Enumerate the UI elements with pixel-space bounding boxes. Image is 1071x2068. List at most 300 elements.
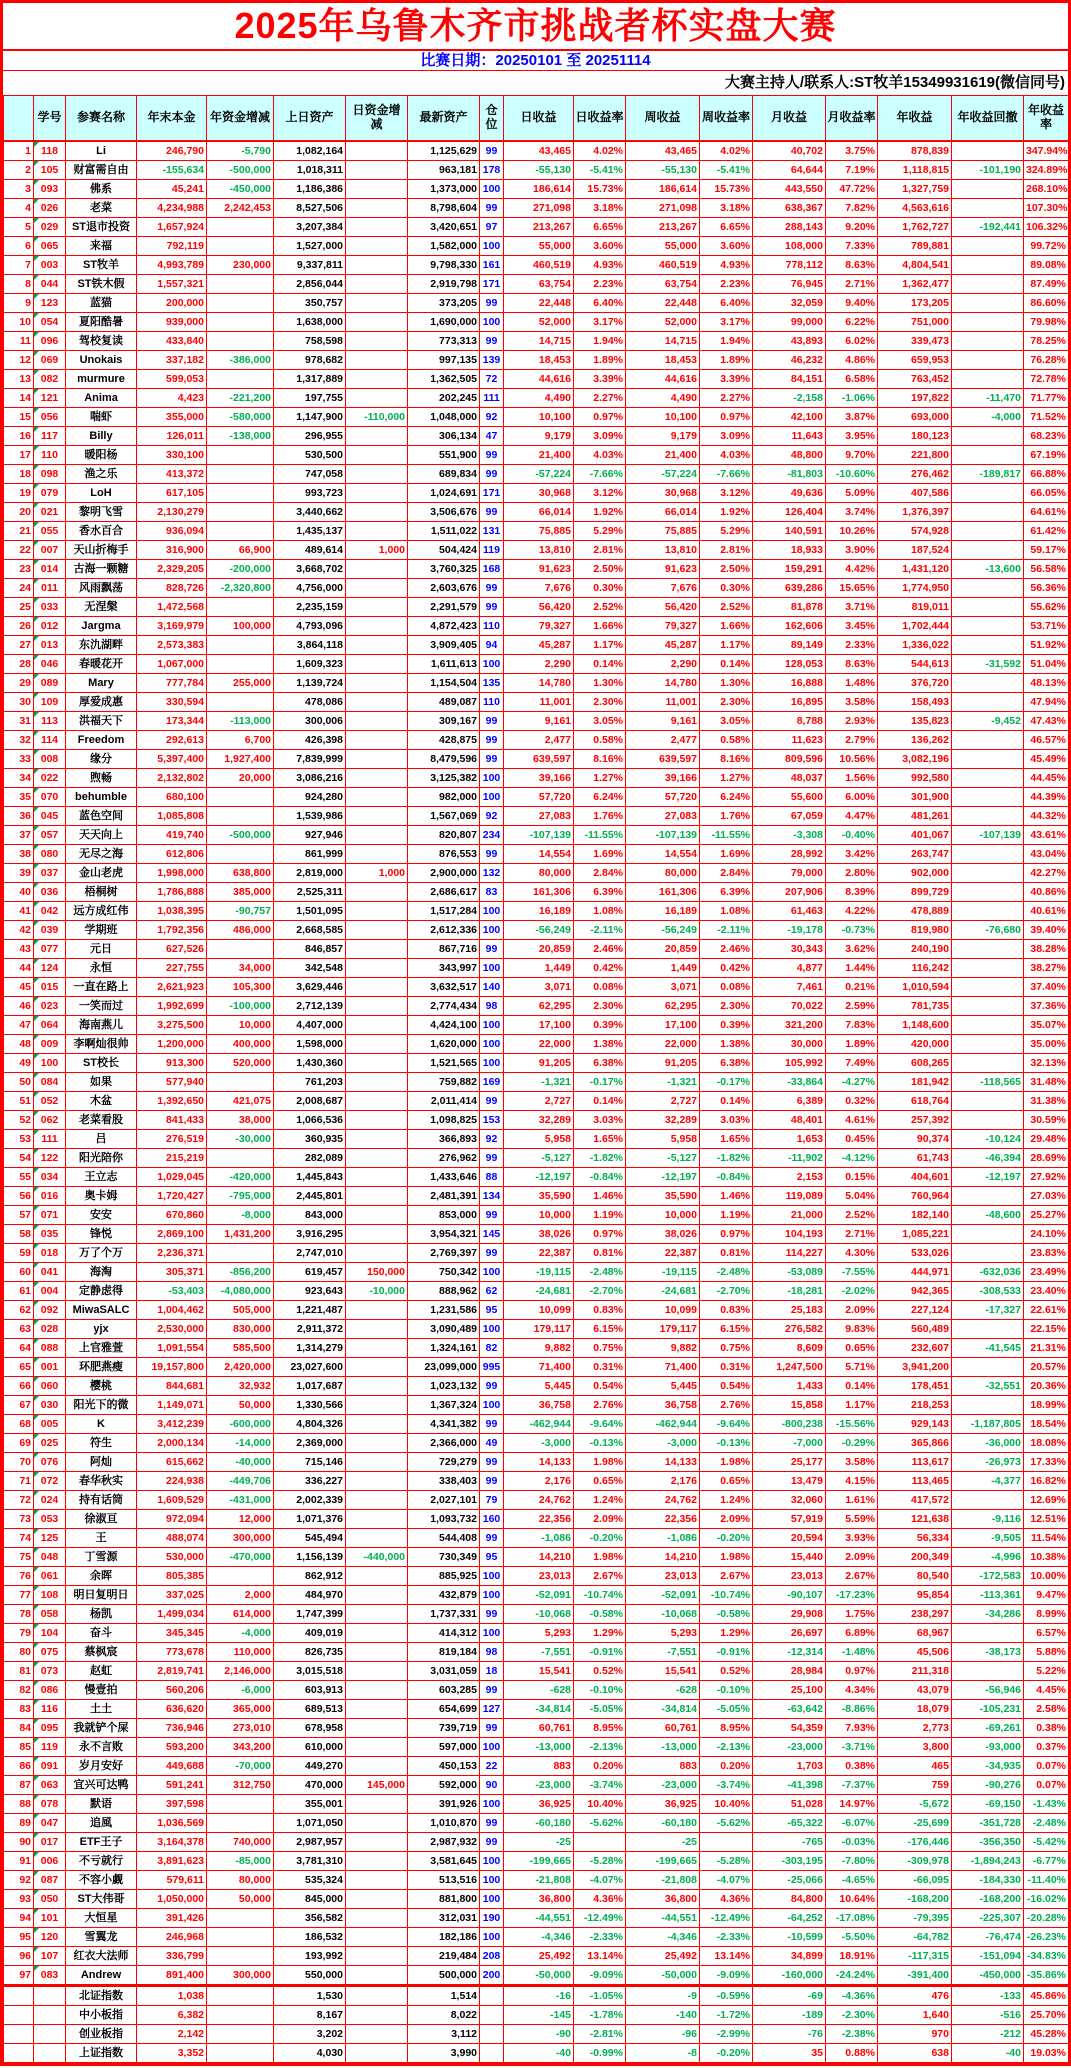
cell: -2.13% [574,1738,626,1757]
cell [952,199,1024,218]
cell: 037 [34,864,66,883]
cell: 50 [4,1073,34,1092]
cell [952,598,1024,617]
cell: 18,453 [626,351,700,370]
cell [346,1130,408,1149]
cell: 25,492 [504,1947,574,1966]
cell: 23,013 [626,1567,700,1586]
cell: 489,614 [274,541,346,560]
cell: 128,053 [753,655,826,674]
cell: 3.12% [700,484,753,503]
cell: 32 [4,731,34,750]
cell: 2.79% [826,731,878,750]
cell: 99 [480,1092,504,1111]
cell: 076 [34,1453,66,1472]
cell [952,1624,1024,1643]
cell: -431,000 [207,1491,274,1510]
cell: -7.66% [700,465,753,484]
cell: 70,022 [753,997,826,1016]
cell: 678,958 [274,1719,346,1738]
cell: 80,540 [878,1567,952,1586]
col-header-16: 年收益回撤 [952,96,1024,142]
cell: 2,573,383 [137,636,207,655]
cell: 4,341,382 [408,1415,480,1434]
cell: 048 [34,1548,66,1567]
cell: 122 [34,1149,66,1168]
cell: 天天向上 [66,826,137,845]
cell: 85 [4,1738,34,1757]
table-row [4,883,1069,902]
table-row [4,579,1069,598]
cell [952,1054,1024,1073]
cell: -0.13% [574,1434,626,1453]
cell: -2.48% [574,1263,626,1282]
cell: 121,638 [878,1510,952,1529]
cell: -17.23% [826,1586,878,1605]
cell: 159,291 [753,560,826,579]
cell [952,978,1024,997]
cell: 995 [480,1358,504,1377]
cell: 9,798,330 [408,256,480,275]
cell: 2.67% [700,1567,753,1586]
cell: 10,000 [207,1016,274,1035]
cell: 3,202 [274,2025,346,2044]
cell: 2.80% [826,864,878,883]
table-row [4,465,1069,484]
table-row [4,845,1069,864]
cell: 309,167 [408,712,480,731]
col-header-8: 仓位 [480,96,504,142]
cell: 1,367,324 [408,1396,480,1415]
cell: 2.52% [700,598,753,617]
cell: 861,999 [274,845,346,864]
cell: 4.45% [1024,1681,1069,1700]
cell: 28 [4,655,34,674]
cell [346,674,408,693]
cell: murmure [66,370,137,389]
cell: -199,665 [626,1852,700,1871]
cell: 1.19% [574,1206,626,1225]
table-row [4,1624,1069,1643]
cell: 69 [4,1434,34,1453]
cell [952,807,1024,826]
cell: -7.55% [826,1263,878,1282]
cell [700,1833,753,1852]
cell: 478,086 [274,693,346,712]
cell: 0.14% [826,1377,878,1396]
cell: 37.40% [1024,978,1069,997]
cell: 062 [34,1111,66,1130]
cell [346,617,408,636]
cell: 1.08% [700,902,753,921]
cell: 23.83% [1024,1244,1069,1263]
cell: 3.05% [700,712,753,731]
cell: -19,115 [626,1263,700,1282]
cell: 100 [480,1263,504,1282]
cell [346,370,408,389]
cell: 1,927,400 [207,750,274,769]
cell: 5,958 [504,1130,574,1149]
table-row [4,940,1069,959]
cell: 3,632,517 [408,978,480,997]
table-row [4,1434,1069,1453]
cell: 2.71% [826,1225,878,1244]
cell: 041 [34,1263,66,1282]
cell: 603,285 [408,1681,480,1700]
cell [207,1947,274,1966]
cell: 62 [480,1282,504,1301]
cell: -44,551 [626,1909,700,1928]
cell: 2,445,801 [274,1187,346,1206]
cell [207,788,274,807]
cell: 124 [34,959,66,978]
cell: 670,860 [137,1206,207,1225]
cell: 207,906 [753,883,826,902]
cell: 62,295 [504,997,574,1016]
cell: 013 [34,636,66,655]
cell [346,294,408,313]
cell [346,560,408,579]
cell: 47 [480,427,504,446]
table-row [4,199,1069,218]
cell [952,617,1024,636]
cell: 72 [4,1491,34,1510]
cell: 338,403 [408,1472,480,1491]
cell: 25,492 [626,1947,700,1966]
cell: 654,699 [408,1700,480,1719]
cell: 504,424 [408,541,480,560]
cell [207,465,274,484]
cell: 8.39% [826,883,878,902]
cell: 100 [480,921,504,940]
cell: 一直在路上 [66,978,137,997]
cell: -133 [952,1986,1024,2006]
cell: 809,596 [753,750,826,769]
cell: -450,000 [952,1966,1024,1986]
cell [346,1035,408,1054]
cell: 108 [34,1586,66,1605]
cell: 22.61% [1024,1301,1069,1320]
cell: 2,856,044 [274,275,346,294]
cell: 1.89% [700,351,753,370]
cell: 48.13% [1024,674,1069,693]
cell: -55,130 [626,161,700,180]
cell: 79 [480,1491,504,1510]
cell: -36,000 [952,1434,1024,1453]
cell: 90,374 [878,1130,952,1149]
cell: 069 [34,351,66,370]
cell: 14,133 [504,1453,574,1472]
cell: 306,134 [408,427,480,446]
cell: 018 [34,1244,66,1263]
cell: 4.22% [826,902,878,921]
cell [952,256,1024,275]
cell: 天山折梅手 [66,541,137,560]
cell: K [66,1415,137,1434]
cell: -53,403 [137,1282,207,1301]
cell: 15.65% [826,579,878,598]
cell: -0.29% [826,1434,878,1453]
cell: 44 [4,959,34,978]
cell: 0.97% [700,1225,753,1244]
cell: 5.29% [574,522,626,541]
cell: 3.03% [574,1111,626,1130]
cell: 1,091,554 [137,1339,207,1358]
cell: 23,027,600 [274,1358,346,1377]
cell: 8,798,604 [408,199,480,218]
cell: 025 [34,1434,66,1453]
cell: 3,891,623 [137,1852,207,1871]
cell: 54,359 [753,1719,826,1738]
cell: 14,715 [504,332,574,351]
cell: 夏阳酷暑 [66,313,137,332]
cell: 19,157,800 [137,1358,207,1377]
cell [346,712,408,731]
cell: -516 [952,2006,1024,2025]
cell: 1,747,399 [274,1605,346,1624]
cell: 972,094 [137,1510,207,1529]
cell: -449,706 [207,1472,274,1491]
cell: 171 [480,275,504,294]
cell: 343,200 [207,1738,274,1757]
cell: 68,967 [878,1624,952,1643]
table-row [4,1776,1069,1795]
cell: 082 [34,370,66,389]
table-row [4,275,1069,294]
cell: 843,000 [274,1206,346,1225]
cell: 200 [480,1966,504,1986]
cell: 072 [34,1472,66,1491]
cell: -7.37% [826,1776,878,1795]
cell: 6,700 [207,731,274,750]
cell: -19,178 [753,921,826,940]
cell: -0.58% [574,1605,626,1624]
cell: 186,614 [504,180,574,199]
cell [34,1986,66,2006]
table-row [4,1947,1069,1966]
cell: 161,306 [504,883,574,902]
cell: 0.54% [574,1377,626,1396]
cell: 10,100 [504,408,574,427]
cell: 689,513 [274,1700,346,1719]
cell: 153 [480,1111,504,1130]
cell: 385,000 [207,883,274,902]
cell: 312,031 [408,1909,480,1928]
cell: 60,761 [626,1719,700,1738]
cell: 2,235,159 [274,598,346,617]
cell: 1,530 [274,1986,346,2006]
cell: 9.70% [826,446,878,465]
cell: 9,179 [626,427,700,446]
cell: 99 [480,1453,504,1472]
cell: 2,146,000 [207,1662,274,1681]
cell [952,427,1024,446]
cell: 200,349 [878,1548,952,1567]
cell: 5.29% [700,522,753,541]
cell: 0.14% [574,655,626,674]
cell: 3,412,239 [137,1415,207,1434]
cell [346,750,408,769]
cell: 715,146 [274,1453,346,1472]
cell: 86.60% [1024,294,1069,313]
cell: 1.46% [574,1187,626,1206]
cell: 4,804,541 [878,256,952,275]
cell: 0.65% [574,1472,626,1491]
cell: 赵虹 [66,1662,137,1681]
cell: 22,356 [626,1510,700,1529]
cell: 056 [34,408,66,427]
cell: 32.13% [1024,1054,1069,1073]
cell: 0.97% [700,408,753,427]
cell: 883 [626,1757,700,1776]
cell: -0.20% [700,1529,753,1548]
cell: 22,356 [504,1510,574,1529]
cell: 79,000 [753,864,826,883]
cell: -189,817 [952,465,1024,484]
cell: -192,441 [952,218,1024,237]
table-row [4,1377,1069,1396]
cell: ST铁木假 [66,275,137,294]
cell [346,1529,408,1548]
cell: 21,000 [753,1206,826,1225]
cell: -21,808 [504,1871,574,1890]
cell: -81,803 [753,465,826,484]
table-row [4,313,1069,332]
table-row [4,807,1069,826]
cell: 22 [480,1757,504,1776]
cell: 0.42% [700,959,753,978]
cell [346,883,408,902]
cell: -2.38% [826,2025,878,2044]
cell: 6.89% [826,1624,878,1643]
cell: 2,819,000 [274,864,346,883]
cell: 0.32% [826,1092,878,1111]
cell [346,731,408,750]
cell: 2,011,414 [408,1092,480,1111]
cell: 6,389 [753,1092,826,1111]
cell: -90,276 [952,1776,1024,1795]
cell [207,2006,274,2025]
cell: 57,919 [753,1510,826,1529]
cell: 68.23% [1024,427,1069,446]
cell: 93 [4,1890,34,1909]
cell: 343,997 [408,959,480,978]
cell: 193,992 [274,1947,346,1966]
cell: -48,600 [952,1206,1024,1225]
cell: 24,762 [504,1491,574,1510]
cell: 65 [4,1358,34,1377]
cell: 0.14% [700,1092,753,1111]
cell: 20,859 [504,940,574,959]
cell: 4.03% [574,446,626,465]
host-contact-line: 大赛主持人/联系人:ST牧羊15349931619(微信同号) [724,74,1065,91]
cell: 2,819,741 [137,1662,207,1681]
cell: -4.65% [826,1871,878,1890]
cell: -12.49% [700,1909,753,1928]
cell: 0.39% [574,1016,626,1035]
cell: -5,127 [626,1149,700,1168]
cell [346,389,408,408]
cell: 99 [480,1244,504,1263]
cell: 宜兴可达鸭 [66,1776,137,1795]
cell: 3,031,059 [408,1662,480,1681]
cell: 6,382 [137,2006,207,2025]
table-row [4,769,1069,788]
cell: 3,916,295 [274,1225,346,1244]
cell: 190 [480,1909,504,1928]
cell: -24.24% [826,1966,878,1986]
col-header-13: 月收益 [753,96,826,142]
cell [346,1225,408,1244]
cell: 12.51% [1024,1510,1069,1529]
cell: -1.82% [574,1149,626,1168]
cell: 365,000 [207,1700,274,1719]
cell: 23 [4,560,34,579]
cell: 3.71% [826,598,878,617]
cell: -69,150 [952,1795,1024,1814]
cell [346,1168,408,1187]
cell: 574,928 [878,522,952,541]
cell [952,1035,1024,1054]
table-row [4,978,1069,997]
cell: 1.89% [574,351,626,370]
cell: 7.82% [826,199,878,218]
cell: 14,133 [626,1453,700,1472]
cell: 91,623 [504,560,574,579]
cell: 009 [34,1035,66,1054]
cell: 10,000 [626,1206,700,1225]
cell: 1.56% [826,769,878,788]
cell: -34,935 [952,1757,1024,1776]
cell: -25 [504,1833,574,1852]
cell: 16 [4,427,34,446]
cell: 942,365 [878,1282,952,1301]
table-row [4,351,1069,370]
cell: 徐淑亘 [66,1510,137,1529]
table-row [4,522,1069,541]
cell: 060 [34,1377,66,1396]
cell: 51.04% [1024,655,1069,674]
cell: -46,394 [952,1149,1024,1168]
cell: 56,420 [626,598,700,617]
cell: 296,955 [274,427,346,446]
cell: 99 [480,332,504,351]
cell: 阳光下的微 [66,1396,137,1415]
cell [952,1016,1024,1035]
cell: -69 [753,1986,826,2006]
cell: 0.65% [700,1472,753,1491]
cell: 38,026 [504,1225,574,1244]
cell: 1.76% [574,807,626,826]
cell: 419,740 [137,826,207,845]
cell [346,351,408,370]
cell: 513,516 [408,1871,480,1890]
cell [480,2006,504,2025]
table-row [4,712,1069,731]
cell: 045 [34,807,66,826]
cell [952,769,1024,788]
cell: 99 [480,1681,504,1700]
cell: 31.48% [1024,1073,1069,1092]
cell: -107,139 [626,826,700,845]
cell: -110,000 [346,408,408,427]
cell: 25,177 [753,1453,826,1472]
table-row [4,731,1069,750]
cell: 760,964 [878,1187,952,1206]
cell [346,826,408,845]
cell: 1,098,825 [408,1111,480,1130]
cell: 110 [34,446,66,465]
